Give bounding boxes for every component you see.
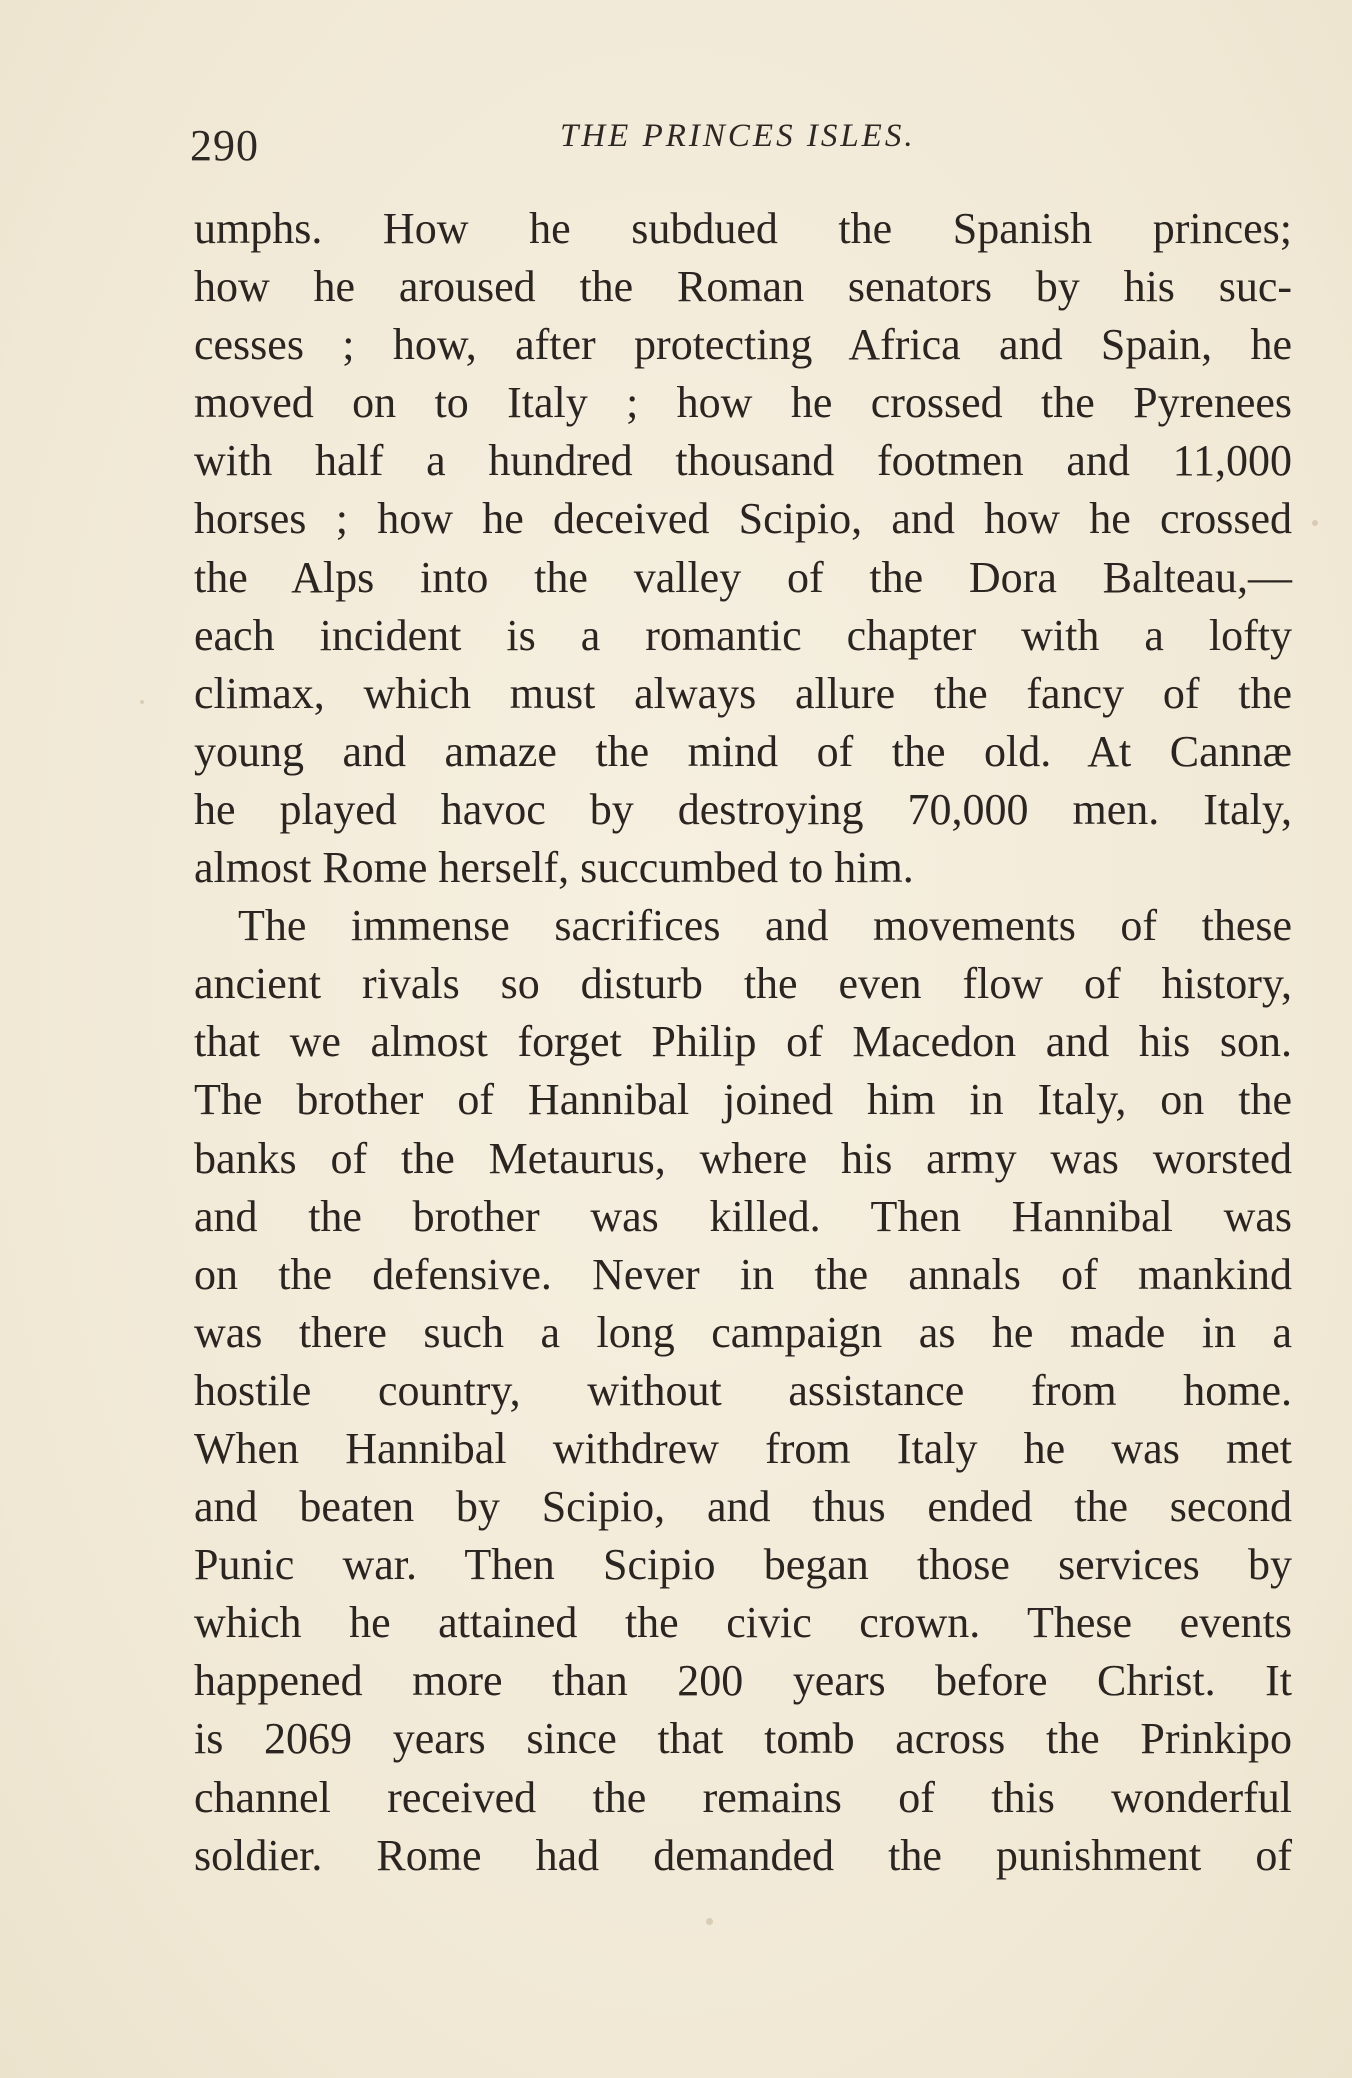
- paper-speck: [706, 1918, 713, 1925]
- running-head: THE PRINCES ISLES.: [560, 118, 916, 154]
- page-number: 290: [190, 121, 259, 170]
- paragraph-start-line: The immense sacrifices and movements of these: [238, 901, 1292, 951]
- text-line: he played havoc by destroying 70,000 men. Italy,: [194, 784, 1292, 834]
- text-line: on the defensive. Never in the annals of mankind: [194, 1249, 1292, 1299]
- text-line: When Hannibal withdrew from Italy he was met: [194, 1423, 1292, 1473]
- text-line: how he aroused the Roman senators by his suc-: [194, 262, 1292, 312]
- text-line: each incident is a romantic chapter with a lofty: [194, 610, 1292, 660]
- text-line: and the brother was killed. Then Hannibal was: [194, 1191, 1292, 1241]
- text-line: the Alps into the valley of the Dora Balteau,—: [194, 552, 1292, 602]
- text-line: The brother of Hannibal joined him in Italy, on the: [194, 1075, 1292, 1125]
- text-line: that we almost forget Philip of Macedon and his son.: [194, 1017, 1292, 1067]
- body-text: [194, 200, 1292, 1885]
- text-line: happened more than 200 years before Christ. It: [194, 1656, 1292, 1706]
- paragraph-end-line: almost Rome herself, succumbed to him.: [194, 843, 914, 893]
- text-line: soldier. Rome had demanded the punishment of: [194, 1830, 1292, 1880]
- text-line: Punic war. Then Scipio began those services by: [194, 1540, 1292, 1590]
- text-line: with half a hundred thousand footmen and 11,000: [194, 436, 1292, 486]
- text-line: and beaten by Scipio, and thus ended the second: [194, 1482, 1292, 1532]
- page-header: [190, 112, 1290, 172]
- text-line: ancient rivals so disturb the even flow of history,: [194, 959, 1292, 1009]
- text-line: which he attained the civic crown. These events: [194, 1598, 1292, 1648]
- text-line: hostile country, without assistance from home.: [194, 1365, 1292, 1415]
- text-line: young and amaze the mind of the old. At Cannæ: [194, 726, 1292, 776]
- paper-speck: [1312, 520, 1318, 526]
- text-line: was there such a long campaign as he made in a: [194, 1307, 1292, 1357]
- text-line: cesses ; how, after protecting Africa and Spain, he: [194, 320, 1292, 370]
- text-line: climax, which must always allure the fancy of the: [194, 668, 1292, 718]
- text-line: umphs. How he subdued the Spanish princes;: [194, 204, 1292, 253]
- text-line: moved on to Italy ; how he crossed the Pyrenees: [194, 378, 1292, 428]
- text-line: is 2069 years since that tomb across the Prinkipo: [194, 1714, 1292, 1764]
- text-line: horses ; how he deceived Scipio, and how he crossed: [194, 494, 1292, 544]
- text-line: channel received the remains of this wonderful: [194, 1772, 1292, 1822]
- text-line: banks of the Metaurus, where his army was worsted: [194, 1133, 1292, 1183]
- paper-speck: [140, 700, 144, 704]
